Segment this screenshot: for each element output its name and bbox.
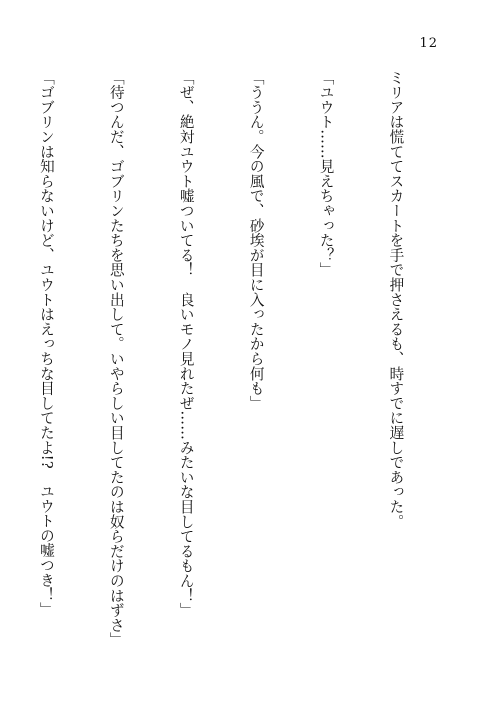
vertical-text-body xyxy=(34,70,454,648)
text-line: 「ぜ、絶対ユウト嘘ついてる！ 良いモノ見れたぜ……みたいな目してるもん！」 xyxy=(177,70,195,618)
text-line: 「ううん。今の風で、砂埃が目に入ったから何も」 xyxy=(247,70,265,411)
page-number: 12 xyxy=(419,36,438,51)
text-line: 「待つんだ、ゴブリンたちを思い出して。いやらしい目してたのは奴らだけのはずさ」 xyxy=(107,70,125,648)
text-line: 「ゴブリンは知らないけど、ユウトはえっちな目してたよ!? ユウトの嘘つき！」 xyxy=(37,70,55,617)
text-line: ミリアは慌ててスカートを手で押さえるも、時すでに遅しであった。 xyxy=(387,70,405,529)
text-line: 「ユウト……見えちゃった？」 xyxy=(317,70,335,278)
